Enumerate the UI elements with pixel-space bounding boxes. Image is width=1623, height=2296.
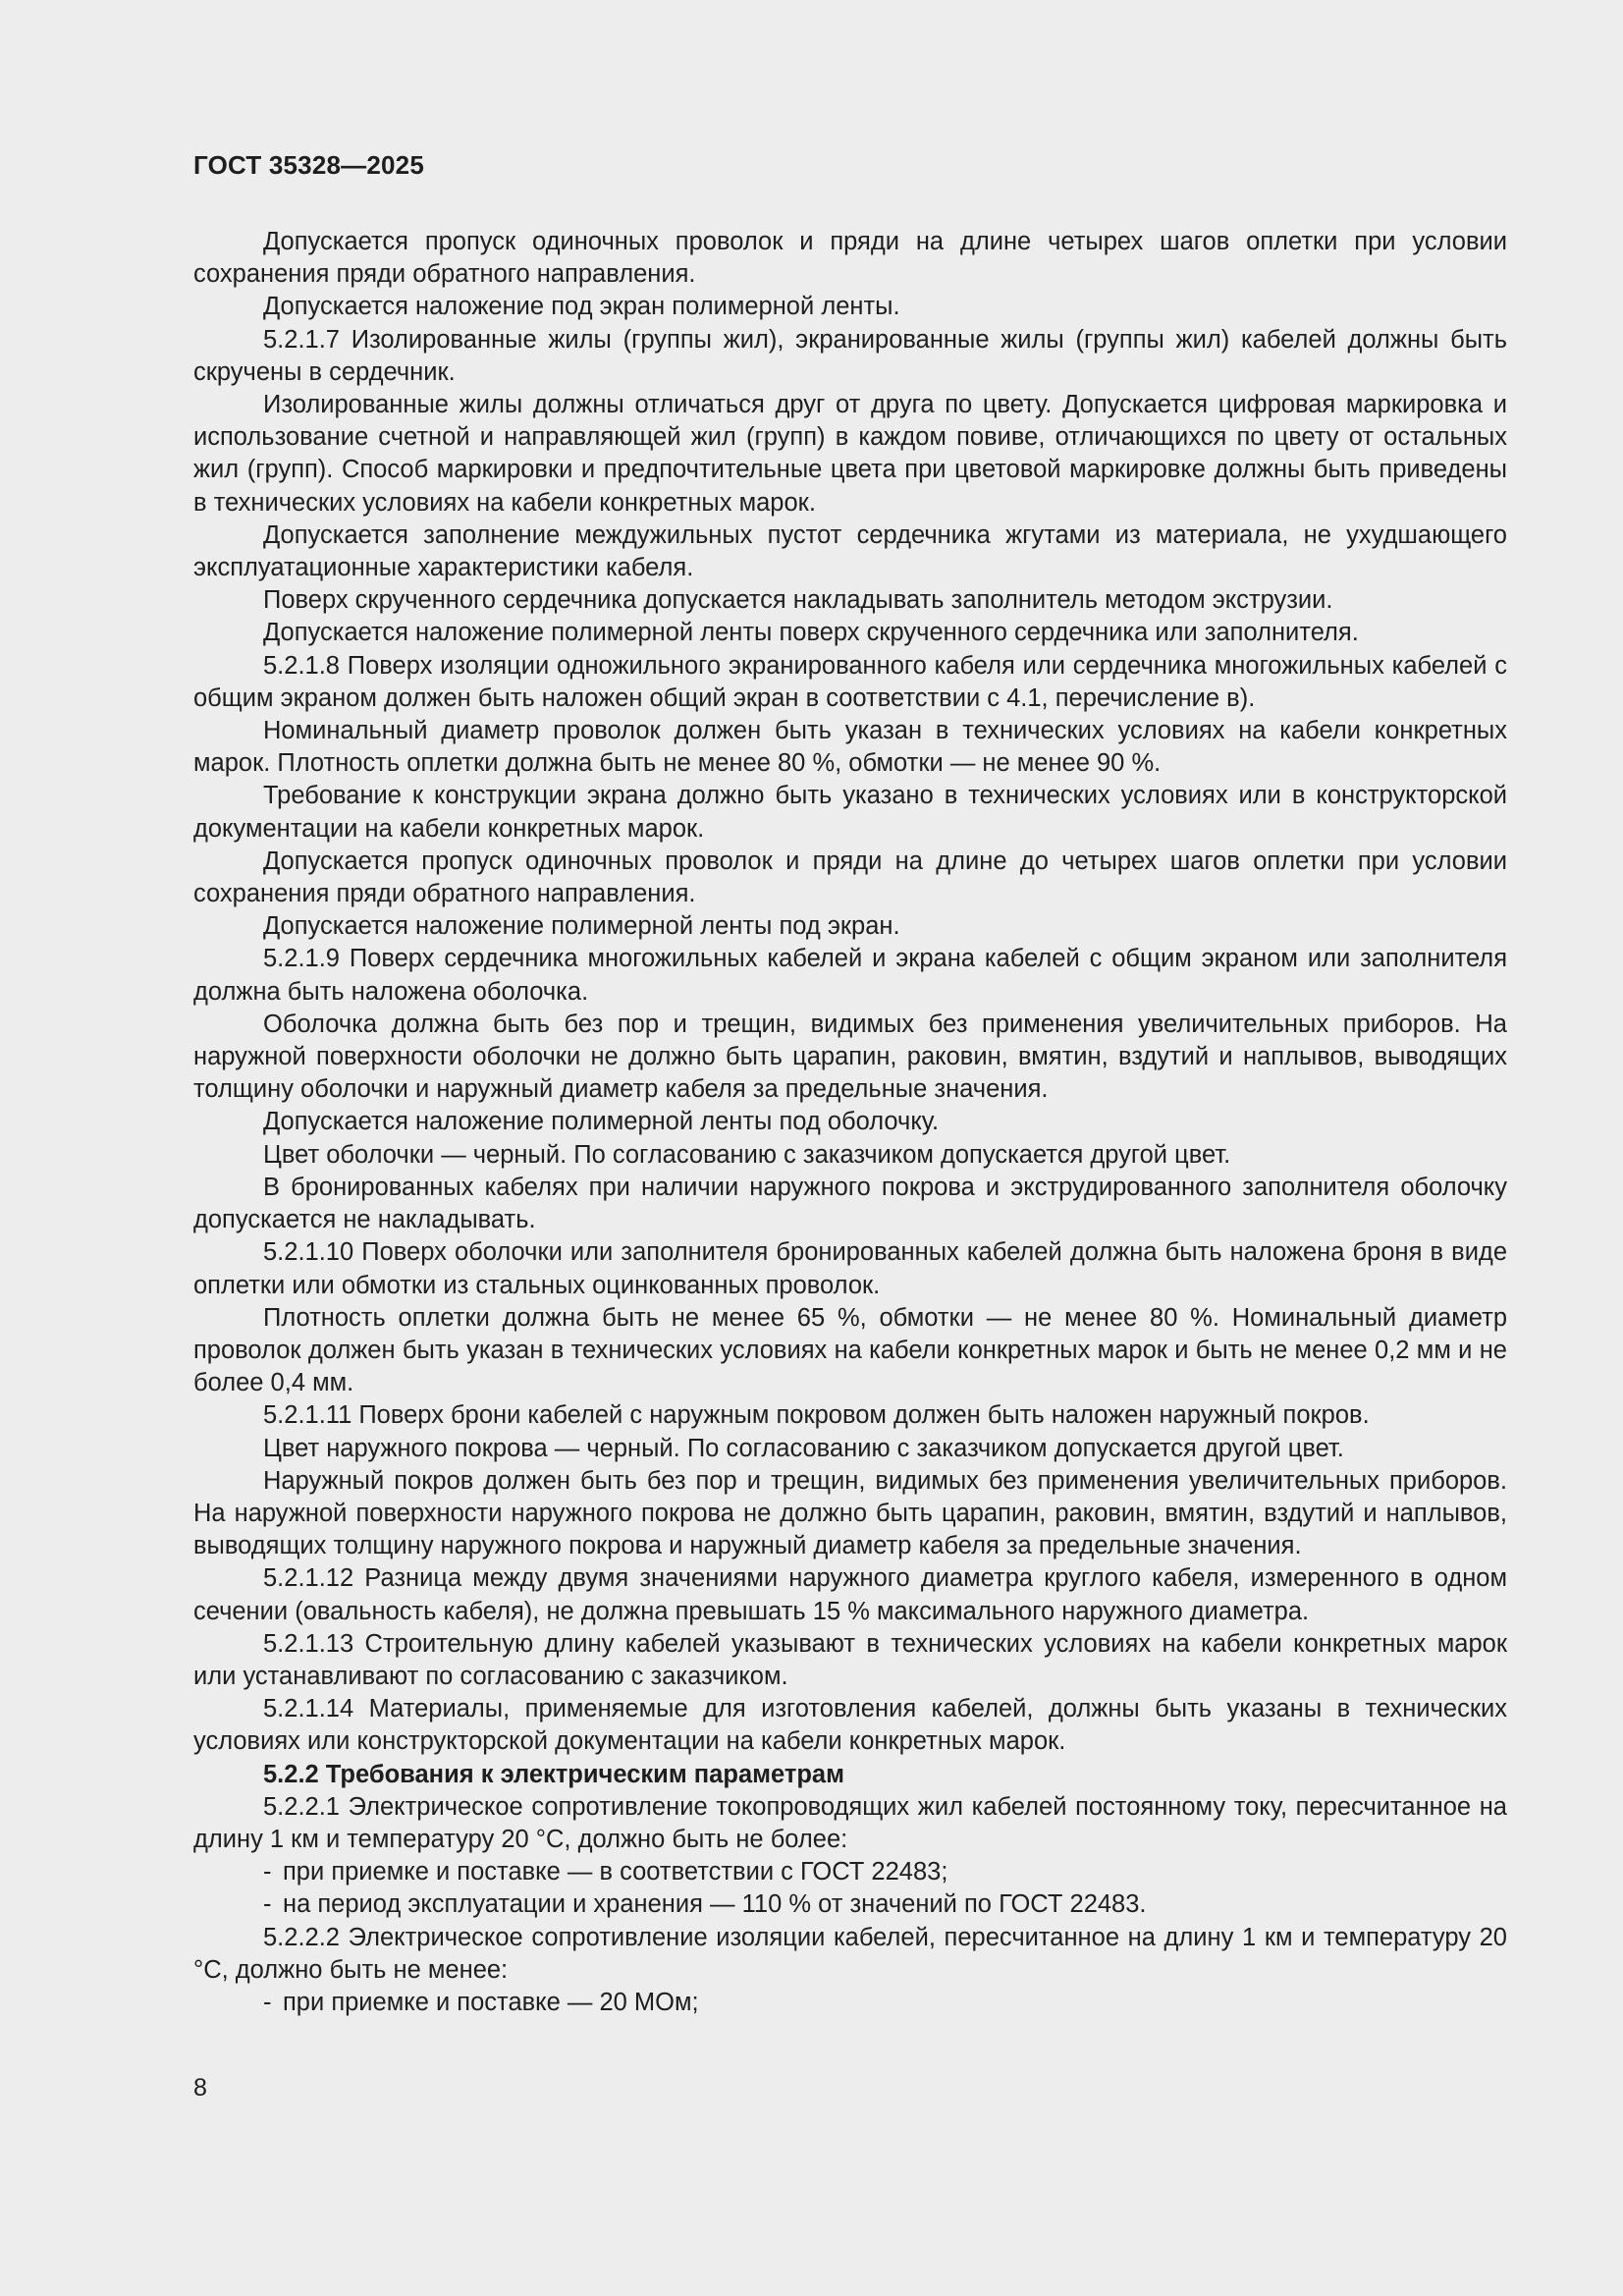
- paragraph: 5.2.1.13 Строительную длину кабелей указывают в технических условиях на кабели конкретных марок или устанавливают по согласованию с заказчиком.: [193, 1629, 1507, 1690]
- page-number: 8: [193, 2074, 207, 2102]
- paragraph: Поверх скрученного сердечника допускается накладывать заполнитель методом экструзии.: [263, 586, 1333, 615]
- paragraph: Цвет оболочки — черный. По согласованию с заказчиком допускается другой цвет.: [263, 1140, 1231, 1169]
- paragraph: 5.2.1.10 Поверх оболочки или заполнителя бронированных кабелей должна быть наложена броня в виде оплетки или обмотки из стальных оцинкованных проволок.: [193, 1238, 1507, 1299]
- list-item: [193, 1888, 1507, 1921]
- paragraph: 5.2.2.1 Электрическое сопротивление токопроводящих жил кабелей постоянному току, пересчитанное на длину 1 км и температуру 20 °C, должно быть не более:: [193, 1792, 1507, 1853]
- list-marker: -: [263, 1988, 272, 2016]
- paragraph: Номинальный диаметр проволок должен быть указан в технических условиях на кабели конкретных марок. Плотность оплетки должна быть не менее 80 %, обмотки — не менее 90 %.: [193, 717, 1507, 778]
- paragraph: Цвет наружного покрова — черный. По согласованию с заказчиком допускается другой цвет.: [263, 1434, 1344, 1462]
- paragraph: Наружный покров должен быть без пор и трещин, видимых без применения увеличительных приборов. На наружной поверхности наружного покрова не должно быть царапин, раковин, вмятин, вздутий и наплывов, выводящих толщину наружного покрова и наружный диаметр кабеля за предельные значения.: [193, 1466, 1507, 1560]
- list-item-text: при приемке и поставке — в соответствии с ГОСТ 22483;: [283, 1858, 948, 1886]
- paragraph: Допускается наложение полимерной ленты поверх скрученного сердечника или заполнителя.: [263, 619, 1359, 647]
- document-body: [193, 226, 1507, 2019]
- paragraph: 5.2.2.2 Электрическое сопротивление изоляции кабелей, пересчитанное на длину 1 км и температуру 20 °C, должно быть не менее:: [193, 1923, 1507, 1984]
- paragraph: 5.2.1.9 Поверх сердечника многожильных кабелей и экрана кабелей с общим экраном или заполнителя должна быть наложена оболочка.: [193, 945, 1507, 1006]
- paragraph: Допускается пропуск одиночных проволок и пряди на длине четырех шагов оплетки при условии сохранения пряди обратного направления.: [193, 228, 1507, 289]
- list-item-text: при приемке и поставке — 20 МОм;: [283, 1988, 699, 2016]
- paragraph: Оболочка должна быть без пор и трещин, видимых без применения увеличительных приборов. На наружной поверхности оболочки не должно быть царапин, раковин, вмятин, вздутий и наплывов, выводящих толщину оболочки и наружный диаметр кабеля за предельные значения.: [193, 1010, 1507, 1104]
- paragraph: 5.2.1.11 Поверх брони кабелей с наружным покровом должен быть наложен наружный покров.: [263, 1401, 1370, 1430]
- paragraph: Допускается наложение под экран полимерной ленты.: [263, 293, 900, 321]
- paragraph: В бронированных кабелях при наличии наружного покрова и экструдированного заполнителя оболочку допускается не накладывать.: [193, 1173, 1507, 1234]
- list-item-text: на период эксплуатации и хранения — 110 % от значений по ГОСТ 22483.: [283, 1890, 1147, 1919]
- paragraph: Плотность оплетки должна быть не менее 65 %, обмотки — не менее 80 %. Номинальный диаметр проволок должен быть указан в технических условиях на кабели конкретных марок и быть не менее 0,2 мм и не более 0,4 мм.: [193, 1303, 1507, 1397]
- paragraph: Допускается пропуск одиночных проволок и пряди на длине до четырех шагов оплетки при условии сохранения пряди обратного направления.: [193, 847, 1507, 908]
- document-header: ГОСТ 35328—2025: [193, 150, 424, 180]
- list-marker: -: [263, 1890, 272, 1919]
- paragraph: 5.2.1.14 Материалы, применяемые для изготовления кабелей, должны быть указаны в технических условиях или конструкторской документации на кабели конкретных марок.: [193, 1695, 1507, 1756]
- paragraph: Допускается наложение полимерной ленты под экран.: [263, 912, 900, 941]
- paragraph: 5.2.1.8 Поверх изоляции одножильного экранированного кабеля или сердечника многожильных кабелей с общим экраном должен быть наложен общий экран в соответствии с 4.1, перечисление в).: [193, 651, 1507, 712]
- paragraph: 5.2.1.12 Разница между двумя значениями наружного диаметра круглого кабеля, измеренного в одном сечении (овальность кабеля), не должна превышать 15 % максимального наружного диаметра.: [193, 1564, 1507, 1625]
- paragraph: Изолированные жилы должны отличаться друг от друга по цвету. Допускается цифровая маркировка и использование счетной и направляющей жил (групп) в каждом повиве, отличающихся по цвету от остальных жил (групп). Способ маркировки и предпочтительные цвета при цветовой маркировке должны быть приведены в технических условиях на кабели конкретных марок.: [193, 391, 1507, 517]
- paragraph: Допускается заполнение междужильных пустот сердечника жгутами из материала, не ухудшающего эксплуатационные характеристики кабеля.: [193, 520, 1507, 582]
- list-item: [193, 1856, 1507, 1888]
- paragraph: Допускается наложение полимерной ленты под оболочку.: [263, 1108, 940, 1136]
- list-item: [193, 1987, 1507, 2019]
- paragraph: 5.2.1.7 Изолированные жилы (группы жил), экранированные жилы (группы жил) кабелей должны быть скручены в сердечник.: [193, 325, 1507, 386]
- list-marker: -: [263, 1858, 272, 1886]
- section-heading: 5.2.2 Требования к электрическим параметрам: [263, 1760, 844, 1788]
- paragraph: Требование к конструкции экрана должно быть указано в технических условиях или в конструкторской документации на кабели конкретных марок.: [193, 782, 1507, 843]
